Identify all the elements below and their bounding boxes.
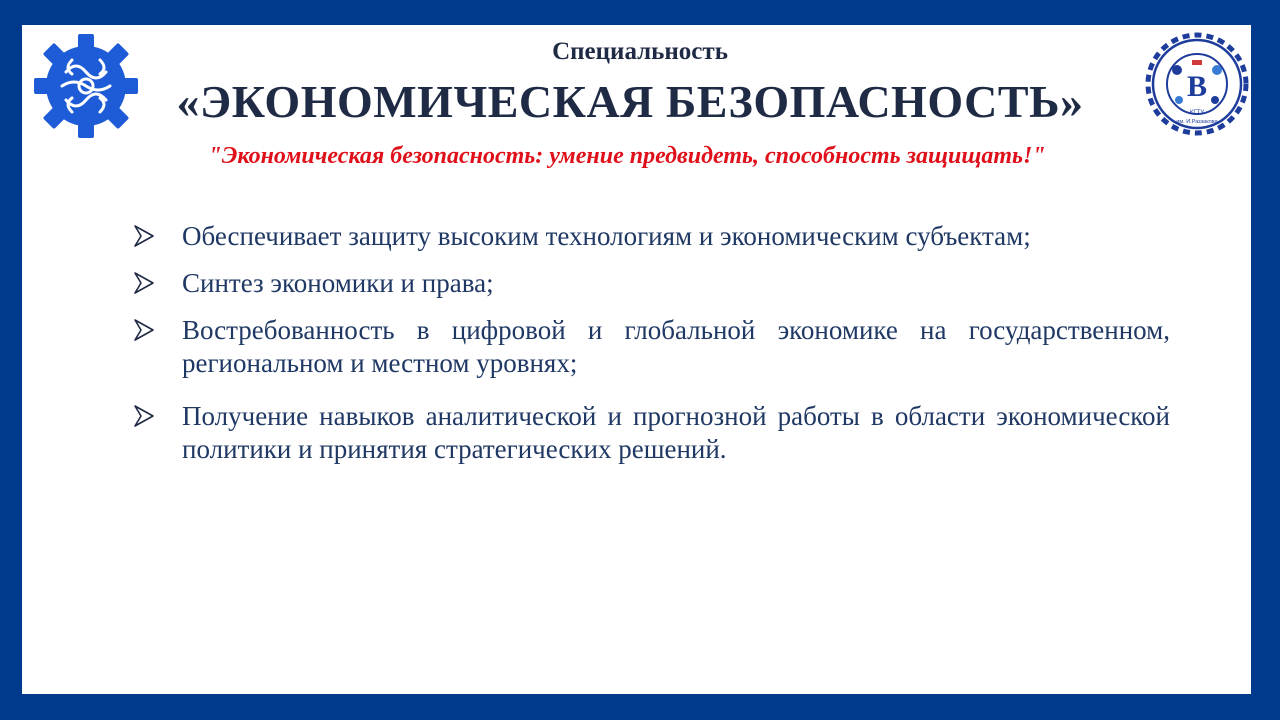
slide-title: «ЭКОНОМИЧЕСКАЯ БЕЗОПАСНОСТЬ»	[176, 76, 1084, 127]
bullet-list	[130, 220, 1170, 480]
bullet-item	[130, 220, 1170, 253]
svg-text:им. И.Раззакова: им. И.Раззакова	[1176, 119, 1218, 125]
arrow-bullet-icon	[133, 318, 155, 342]
arrow-bullet-icon	[133, 271, 155, 295]
arrow-bullet-icon	[133, 224, 155, 248]
bullet-text: Востребованность в цифровой и глобальной экономике на государственном, региональном и местном уровнях;	[182, 315, 1170, 378]
svg-text:В: В	[1186, 70, 1208, 103]
slide-subtitle: Специальность	[552, 38, 728, 65]
bullet-item	[130, 314, 1170, 380]
slide-motto: "Экономическая безопасность: умение предвидеть, способность защищать!"	[208, 143, 1046, 169]
bullet-item	[130, 267, 1170, 300]
bullet-text: Синтез экономики и права;	[182, 268, 494, 298]
bullet-item	[130, 400, 1170, 466]
arrow-bullet-icon	[133, 404, 155, 428]
bullet-text: Получение навыков аналитической и прогнозной работы в области экономической политики и принятия стратегических решений.	[182, 401, 1170, 464]
bullet-text: Обеспечивает защиту высоким технологиям и экономическим субъектам;	[182, 221, 1031, 251]
svg-text:КГТУ: КГТУ	[1189, 110, 1205, 116]
